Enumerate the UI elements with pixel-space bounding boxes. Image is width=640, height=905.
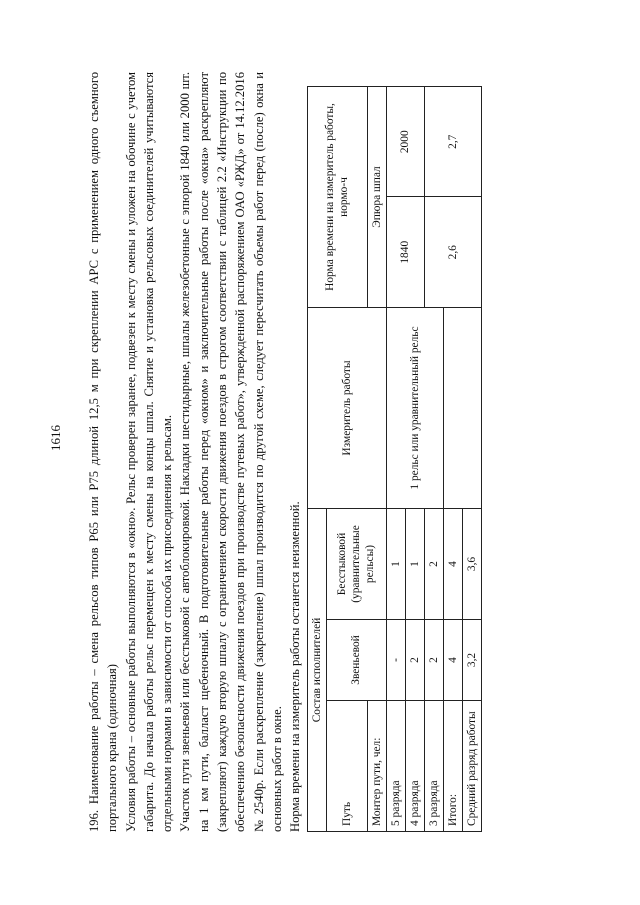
row-label: Итого:	[443, 701, 462, 832]
row-zven: -	[386, 620, 405, 701]
row-zven: 4	[443, 620, 462, 701]
meter-empty-cell	[443, 308, 481, 509]
row-zven: 2	[424, 620, 443, 701]
norm-value-2000: 2,7	[424, 87, 481, 198]
row-besst: 1	[386, 509, 405, 620]
document-body	[85, 72, 305, 832]
row-label: 4 разряда	[405, 701, 424, 832]
header-norm: Норма времени на измеритель работы, нормо-ч	[307, 87, 367, 308]
header-zven: Звеньевой	[326, 620, 386, 701]
rotated-page-content	[85, 72, 555, 832]
norm-table	[307, 86, 482, 832]
paragraph-track-section: Участок пути звеньевой или бесстыковой с автоблокировкой. Накладки шестидырные, шпалы железобетонные с эпюрой 1840 или 2000 шт. на 1 км пути, балласт щебеночный. В подготовительные работы перед «окном» и заключительные работы после «окна» раскрепляют (закрепляют) каждую вторую шпалу с ограничением скорости движения поездов в строгом соответствии с таблицей 2.2 «Инструкции по обеспечению безопасности движения поездов при производстве путевых работ», утвержденной распоряжением ОАО «РЖД» от 14.12.2016 № 2540р. Если раскрепление (закрепление) шпал производится по другой схеме, следует пересчитать объемы работ перед (после) окна и основных работ в окне.	[178, 72, 284, 832]
header-staff: Состав исполнителей	[307, 509, 326, 832]
row-besst: 3,6	[462, 509, 481, 620]
meter-value: 1 рельс или уравнительный рельс	[386, 308, 443, 509]
row-label: Средний разряд работы	[462, 701, 481, 832]
epure-value-1840: 1840	[386, 197, 424, 308]
header-besst: Бесстыковой (уравнительные рельсы)	[326, 509, 386, 620]
row-label: 5 разряда	[386, 701, 405, 832]
header-epure: Эпюра шпал	[367, 87, 386, 308]
header-montery: Монтер пути, чел:	[367, 701, 386, 832]
row-besst: 4	[443, 509, 462, 620]
page-number: 1616	[48, 425, 63, 451]
row-besst: 1	[405, 509, 424, 620]
row-label: 3 разряда	[424, 701, 443, 832]
row-zven: 3,2	[462, 620, 481, 701]
norm-value-1840: 2,6	[424, 197, 481, 308]
paragraph-conditions: Условия работы – основные работы выполняются в «окно». Рельс проверен заранее, подвезен к месту смены и уложен на обочине с учетом габарита. До начала работы рельс перемещен к месту смены на концы шпал. Снятие и установка рельсовых соединителей учитываются отдельными нормами в зависимости от способа их присоединения к рельсам.	[123, 72, 175, 832]
header-track: Путь	[326, 701, 367, 832]
row-besst: 2	[424, 509, 443, 620]
row-zven: 2	[405, 620, 424, 701]
epure-value-2000: 2000	[386, 87, 424, 198]
paragraph-norm-note: Норма времени на измеритель работы останется неизменной.	[288, 501, 303, 832]
header-meter: Измеритель работы	[307, 308, 386, 509]
work-title: 196. Наименование работы – смена рельсов типов Р65 или Р75 длиной 12,5 м при скреплении АРС с применением одного съемного портального крана (одиночная)	[87, 72, 120, 832]
